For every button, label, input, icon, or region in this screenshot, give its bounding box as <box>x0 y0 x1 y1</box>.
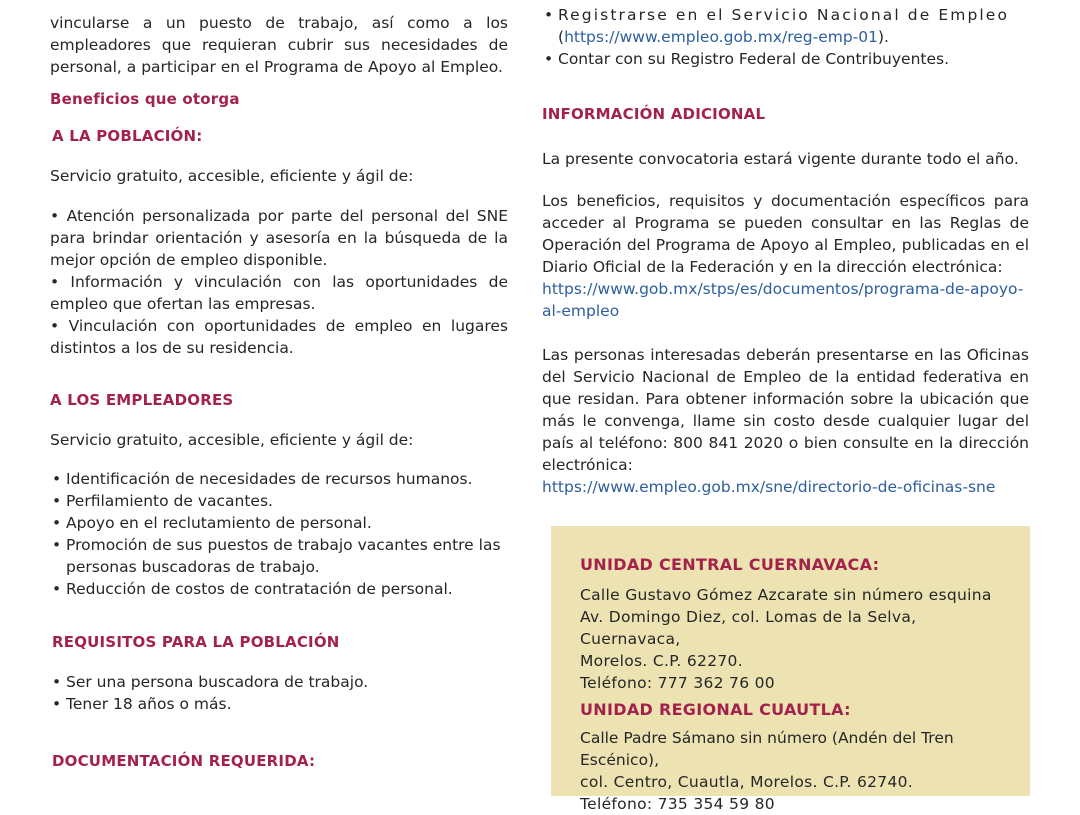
list-item: • Promoción de sus puestos de trabajo vacantes entre las personas buscadoras de trabajo. <box>50 534 508 578</box>
register-link[interactable]: https://www.empleo.gob.mx/reg-emp-01 <box>564 28 878 46</box>
list-item: • Vinculación con oportunidades de empleo en lugares distintos a los de su residencia. <box>50 317 508 357</box>
documentation-heading: DOCUMENTACIÓN REQUERIDA: <box>52 752 316 770</box>
benefits-title: Beneficios que otorga <box>50 90 240 108</box>
regional-unit <box>580 699 1020 815</box>
requirements-heading: REQUISITOS PARA LA POBLACIÓN <box>52 633 340 651</box>
list-item: • Atención personalizada por parte del personal del SNE para brindar orientación y asesoría en la búsqueda de la mejor opción de empleo disponible. <box>50 207 508 269</box>
address-line: Calle Gustavo Gómez Azcarate sin número esquina <box>580 586 992 604</box>
list-item: • Perfilamiento de vacantes. <box>50 490 508 512</box>
offices-link[interactable]: https://www.empleo.gob.mx/sne/directorio-de-oficinas-sne <box>542 478 996 496</box>
additional-heading: INFORMACIÓN ADICIONAL <box>542 105 766 123</box>
address-line: Morelos. C.P. 62270. <box>580 652 743 670</box>
offices-text: Las personas interesadas deberán presentarse en las Oficinas del Servicio Nacional de Empleo de la entidad federativa en que residan. Para obtener información sobre la ubicación que más le convenga, llame sin costo desde cualquier lugar del país al teléfono: 800 841 2020 o bien consulte en la dirección electrónica: <box>542 346 1029 474</box>
regional-address <box>580 727 1020 815</box>
list-item: • Registrarse en el Servicio Nacional de Empleo (https://www.empleo.gob.mx/reg-emp-01). <box>542 4 1029 48</box>
intro-line: vincularse a un puesto de trabajo, así como a los <box>50 14 508 32</box>
list-item: • Apoyo en el reclutamiento de personal. <box>50 512 508 534</box>
intro-line: empleadores que requieran cubrir sus necesidades de <box>50 36 508 54</box>
benefits-text: Los beneficios, requisitos y documentación específicos para acceder al Programa se pueden consultar en las Reglas de Operación del Programa de Apoyo al Empleo, publicadas en el Diario Oficial de la Federación y en la dirección electrónica: <box>542 192 1029 276</box>
central-unit <box>580 554 1020 694</box>
intro-paragraph <box>50 0 508 78</box>
population-intro: Servicio gratuito, accesible, eficiente y ágil de: <box>50 167 414 185</box>
employers-list <box>50 468 508 600</box>
phone-line: Teléfono: 735 354 59 80 <box>580 795 775 813</box>
list-item: • Tener 18 años o más. <box>50 693 508 715</box>
list-item: • Identificación de necesidades de recursos humanos. <box>50 468 508 490</box>
employers-intro: Servicio gratuito, accesible, eficiente y ágil de: <box>50 431 414 449</box>
address-line: Av. Domingo Diez, col. Lomas de la Selva, Cuernavaca, <box>580 608 917 648</box>
list-item: • Ser una persona buscadora de trabajo. <box>50 671 508 693</box>
address-box <box>551 526 1030 813</box>
benefits-link[interactable]: https://www.gob.mx/stps/es/documentos/programa-de-apoyo- al-empleo <box>542 280 1024 320</box>
regional-heading: UNIDAD REGIONAL CUAUTLA: <box>580 700 851 719</box>
list-item: • Contar con su Registro Federal de Contribuyentes. <box>542 48 1029 70</box>
validity-text: La presente convocatoria estará vigente durante todo el año. <box>542 150 1019 168</box>
intro-line: personal, a participar en el Programa de Apoyo al Empleo. <box>50 58 503 76</box>
population-heading: A LA POBLACIÓN: <box>52 127 203 145</box>
central-address <box>580 584 1020 694</box>
employers-heading: A LOS EMPLEADORES <box>50 391 234 409</box>
requirements-list <box>50 671 508 715</box>
offices-paragraph <box>542 344 1029 498</box>
list-item: • Reducción de costos de contratación de personal. <box>50 578 508 600</box>
central-heading: UNIDAD CENTRAL CUERNAVACA: <box>580 555 880 574</box>
register-item: Registrarse en el Servicio Nacional de Empleo <box>558 6 1010 24</box>
phone-line: Teléfono: 777 362 76 00 <box>580 674 775 692</box>
address-line: col. Centro, Cuautla, Morelos. C.P. 62740. <box>580 773 914 791</box>
employer-requirements-list <box>542 4 1029 70</box>
address-line: Calle Padre Sámano sin número (Andén del Tren Escénico), <box>580 729 954 769</box>
list-item: • Información y vinculación con las oportunidades de empleo que ofertan las empresas. <box>50 273 508 313</box>
benefits-paragraph <box>542 190 1029 322</box>
population-list <box>50 205 508 359</box>
